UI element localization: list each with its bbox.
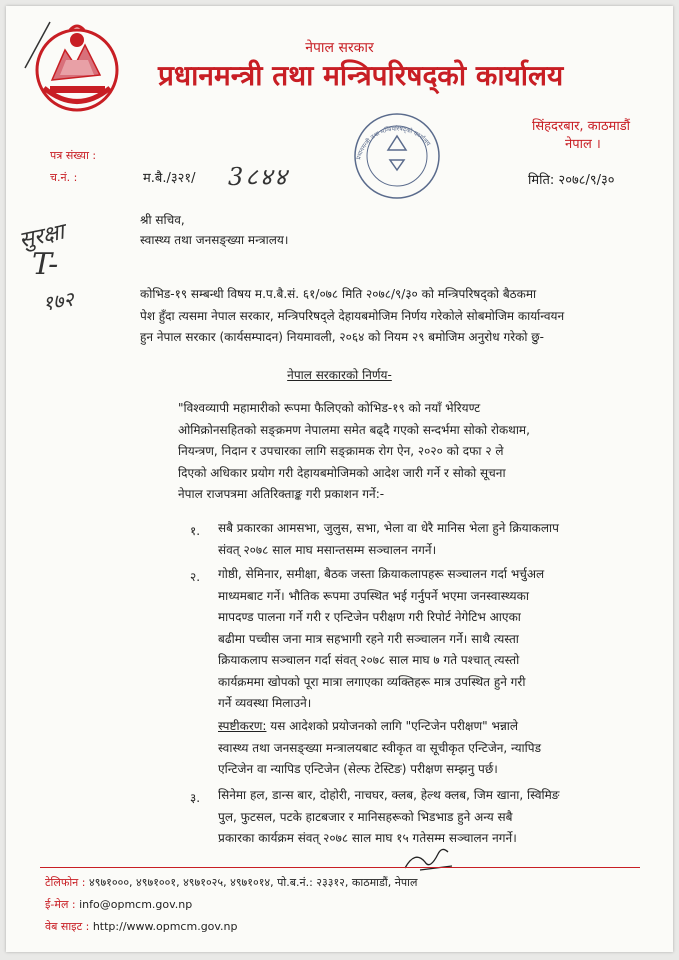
item-line: बढीमा पच्चीस जना मात्र सहभागी रहने गरी सञ्चालन गर्ने। साथै त्यस्ता [218, 631, 519, 646]
item-line: संवत् २०७८ साल माघ मसान्तसम्म सञ्चालन नगर्ने। [218, 542, 437, 557]
website-label: वेब साइट : [45, 920, 90, 933]
item-line: पुल, फुटसल, पटके हाटबजार र मानिसहरूको भिडभाड हुने अन्य सबै [218, 809, 513, 824]
handwritten-line-2: T- [32, 247, 59, 282]
decision-quote [178, 398, 648, 506]
email-link[interactable]: info@opmcm.gov.np [79, 898, 193, 911]
list-item [218, 564, 648, 715]
decision-heading-text: नेपाल सरकारको निर्णय- [287, 368, 392, 382]
signature [400, 840, 460, 875]
government-name: नेपाल सरकार [305, 40, 374, 56]
clarification [218, 716, 648, 781]
quote-line: दिएको अधिकार प्रयोग गरी देहायबमोजिमको आदेश जारी गर्ने र सोको सूचना [178, 465, 506, 480]
stamp-text: प्रधानमन्त्री तथा मन्त्रिपरिषद्को कार्यालय [355, 125, 432, 161]
addressee-ministry: स्वास्थ्य तथा जनसङ्ख्या मन्त्रालय। [140, 233, 289, 247]
body-line: हुन नेपाल सरकार (कार्यसम्पादन) नियमावली, २०६४ को नियम २९ बमोजिम अनुरोध गरेको छु- [140, 330, 545, 344]
list-item [218, 518, 648, 561]
item-line: मापदण्ड पालना गर्ने गरी र एन्टिजेन परीक्षण गरी रिपोर्ट नेगेटिभ आएका [218, 610, 521, 624]
reference-number: म.बै./३२१/ [143, 171, 196, 186]
item-line: सिनेमा हल, डान्स बार, दोहोरी, नाचघर, क्लब, हेल्थ क्लब, जिम खाना, स्विमिङ [218, 788, 560, 802]
item-line: क्रियाकलाप सञ्चालन गर्दा संवत् २०७८ साल माघ ७ गते पश्चात् त्यस्तो [218, 653, 520, 667]
body-paragraph [140, 284, 648, 349]
item-line: कार्यक्रममा खोपको पूरा मात्रा लगाएका व्यक्तिहरू मात्र उपस्थित हुने गरी [218, 674, 526, 689]
quote-line: ओमिक्रोनसहितको सङ्क्रमण नेपालमा समेत बढ्दै गएको सन्दर्भमा सोको रोकथाम, [178, 422, 530, 437]
item-line: माध्यमबाट गर्ने। भौतिक रूपमा उपस्थित भई गर्नुपर्ने भएमा जनस्वास्थ्यका [218, 588, 529, 603]
addressee-title: श्री सचिव, [140, 213, 185, 227]
email-label: ई-मेल : [45, 898, 76, 911]
office-stamp [350, 110, 445, 202]
body-line: कोभिड-१९ सम्बन्धी विषय म.प.बै.सं. ६१/०७८ मिति २०७८/९/३० को मन्त्रिपरिषद्को बैठकमा [140, 287, 537, 301]
clarification-label: स्पष्टीकरण: [218, 719, 267, 733]
item-line: गर्ने व्यवस्था मिलाउने। [218, 696, 312, 710]
footer-phone [45, 875, 417, 890]
clarification-line: यस आदेशको प्रयोजनको लागि "एन्टिजेन परीक्षण" भन्नाले [266, 719, 519, 733]
clarification-line: एन्टिजेन वा न्यापिड एन्टिजेन (सेल्फ टेस्टिङ) परीक्षण सम्झनु पर्छ। [218, 762, 498, 776]
quote-line: "विश्वव्यापी महामारीको रूपमा फैलिएको कोभिड-१९ को नयाँ भेरियण्ट [178, 401, 481, 415]
decision-heading [0, 366, 679, 383]
footer-email [45, 897, 192, 912]
dispatch-number-label: च.नं. : [50, 171, 78, 184]
office-name: प्रधानमन्त्री तथा मन्त्रिपरिषद्को कार्यालय [158, 59, 564, 92]
item-number: १. [190, 524, 201, 538]
footer-website [45, 919, 238, 934]
item-line: गोष्ठी, सेमिनार, समीक्षा, बैठक जस्ता क्रियाकलापहरू सञ्चालन गर्दा भर्चुअल [218, 567, 545, 581]
letter-number-label: पत्र संख्या : [50, 149, 97, 162]
phone-value: ४९७१०००, ४९७१००१, ४९७१०२५, ४९७१०१४, पो.ब.नं.: २३३१२, काठमाडौं, नेपाल [89, 876, 418, 889]
address-line-2: नेपाल । [565, 137, 601, 152]
footer-divider [40, 867, 640, 868]
address-line-1: सिंहदरबार, काठमाडौं [532, 119, 631, 134]
item-number: २. [190, 570, 201, 584]
reference-handwritten: 3८४४ [228, 163, 289, 191]
handwritten-margin-note [12, 205, 132, 345]
body-line: पेश हुँदा त्यसमा नेपाल सरकार, मन्त्रिपरिषद्ले देहायबमोजिम निर्णय गरेकोले सोबमोजिम कार्यान्वयन [140, 308, 565, 323]
item-line: प्रकारका कार्यक्रम संवत् २०७८ साल माघ १५ गतेसम्म सञ्चालन नगर्ने। [218, 831, 517, 845]
handwritten-line-3: १७२ [40, 286, 76, 316]
letter-date: मिति: २०७८/९/३० [528, 173, 615, 188]
phone-label: टेलिफोन : [45, 876, 86, 889]
clarification-line: स्वास्थ्य तथा जनसङ्ख्या मन्त्रालयबाट स्वीकृत वा सूचीकृत एन्टिजेन, न्यापिड [218, 740, 541, 755]
quote-line: नेपाल राजपत्रमा अतिरिक्ताङ्क गरी प्रकाशन गर्ने:- [178, 487, 385, 501]
quote-line: नियन्त्रण, निदान र उपचारका लागि सङ्क्रामक रोग ऐन, २०२० को दफा २ ले [178, 444, 504, 458]
handwritten-word: सुरक्षा [16, 219, 67, 254]
item-number: ३. [190, 791, 201, 805]
website-link[interactable]: http://www.opmcm.gov.np [92, 920, 238, 933]
item-line: सबै प्रकारका आमसभा, जुलुस, सभा, भेला वा धेरै मानिस भेला हुने क्रियाकलाप [218, 521, 559, 535]
